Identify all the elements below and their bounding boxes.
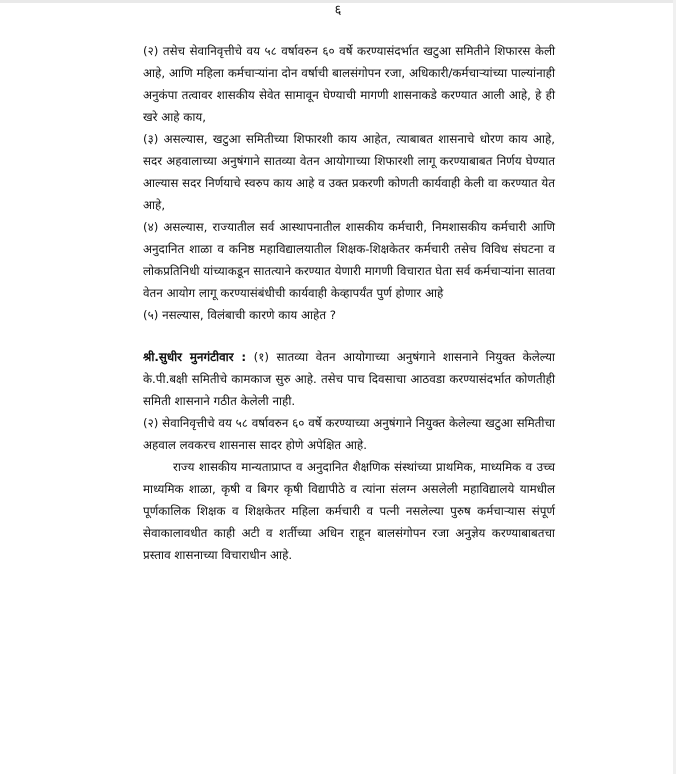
speaker-name: श्री.सुधीर मुनगंटीवार : bbox=[143, 350, 247, 364]
answer-part-1-text: (१) सातव्या वेतन आयोगाच्या अनुषंगाने शासनाने नियुक्त केलेल्या के.पी.बक्षी समितीचे कामकाज सुरु आहे. तसेच पाच दिवसाचा आठवडा करण्यासंदर्भात कोणतीही समिती शासनाने गठीत केलेली नाही. bbox=[143, 350, 555, 408]
section-gap bbox=[143, 326, 555, 346]
question-part-4: (४) असल्यास, राज्यातील सर्व आस्थापनातील शासकीय कर्मचारी, निमशासकीय कर्मचारी आणि अनुदानित शाळा व कनिष्ठ महाविद्यालयातील शिक्षक-शिक्षकेतर कर्मचारी तसेच विविध संघटना व लोकप्रतिनिधी यांच्याकडून सातत्याने करण्यात येणारी मागणी विचारात घेता सर्व कर्मचाऱ्यांना सातवा वेतन आयोग लागू करण्यासंबंधीची कार्यवाही केव्हापर्यंत पुर्ण होणार आहे bbox=[143, 220, 556, 300]
document-body bbox=[143, 40, 555, 566]
question-part-5: (५) नसल्यास, विलंबाची कारणे काय आहेत ? bbox=[143, 308, 337, 322]
page-number: ६ bbox=[334, 3, 342, 18]
question-part-2: (२) तसेच सेवानिवृत्तीचे वय ५८ वर्षावरुन ६० वर्षे करण्यासंदर्भात खटुआ समितीने शिफारस केली आहे, आणि महिला कर्मचाऱ्यांना दोन वर्षाची बालसंगोपन रजा, अधिकारी/कर्मचाऱ्यांच्या पाल्यांनाही अनुकंपा तत्वावर शासकीय सेवेत सामावून घेण्याची मागणी शासनाकडे करण्यात आली आहे, हे ही खरे आहे काय, bbox=[143, 44, 555, 124]
answer-part-2: (२) सेवानिवृत्तीचे वय ५८ वर्षावरुन ६० वर्षे करण्याच्या अनुषंगाने नियुक्त केलेल्या खटुआ समितीचा अहवाल लवकरच शासनास सादर होणे अपेक्षित आहे. bbox=[143, 416, 555, 452]
answer-part-3: राज्य शासकीय मान्यताप्राप्त व अनुदानित शैक्षणिक संस्थांच्या प्राथमिक, माध्यमिक व उच्च माध्यमिक शाळा, कृषी व बिगर कृषी विद्यापीठे व त्यांना संलग्न असलेली महाविद्यालये यामधील पूर्णकालिक शिक्षक व शिक्षकेतर महिला कर्मचारी व पत्नी नसलेल्या पुरुष कर्मचाऱ्यास संपूर्ण सेवाकालावधीत काही अटी व शर्तीच्या अधिन राहून बालसंगोपन रजा अनुज्ञेय करण्याबाबतचा प्रस्ताव शासनाच्या विचाराधीन आहे. bbox=[143, 460, 555, 562]
answer-part-1 bbox=[143, 346, 555, 412]
question-part-3: (३) असल्यास, खटुआ समितीच्या शिफारशी काय आहेत, त्याबाबत शासनाचे धोरण काय आहे, सदर अहवालाच्या अनुषंगाने सातव्या वेतन आयोगाच्या शिफारशी लागू करण्याबाबत निर्णय घेण्यात आल्यास सदर निर्णयाचे स्वरुप काय आहे व उक्त प्रकरणी कोणती कार्यवाही केली वा करण्यात येत आहे, bbox=[143, 132, 555, 212]
